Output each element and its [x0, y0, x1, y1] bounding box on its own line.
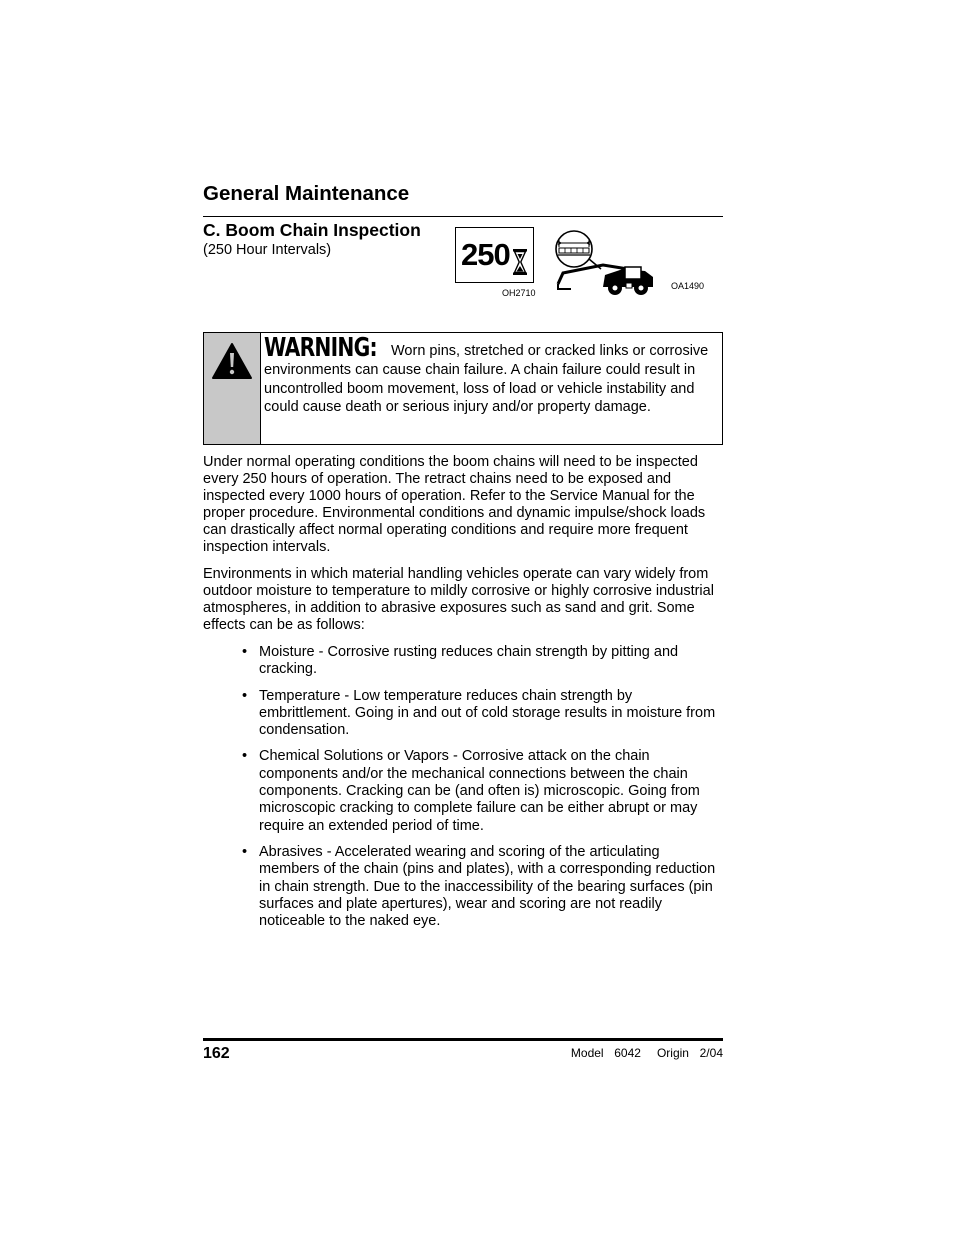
paragraph-inspection-intervals: Under normal operating conditions the boom chains will need to be inspected every 250 hours of operation. The retract chains need to be exposed and inspected every 1000 hours of operation. Refer to the Service Manual for the proper procedure. Environmental conditions and dynamic impulse/shock loads can drastically affect normal operating conditions and require more frequent inspection intervals.: [203, 454, 706, 555]
bullet-icon: •: [242, 748, 248, 765]
list-item: [203, 748, 723, 834]
hour-interval-value: 250: [461, 237, 510, 272]
warning-text-block: [264, 335, 716, 417]
footer-rule: [203, 1038, 723, 1041]
list-item: [203, 688, 723, 740]
bullet-icon: •: [242, 843, 248, 860]
list-item: [203, 844, 723, 930]
telehandler-chain-icon: [553, 229, 659, 299]
list-item-text: Moisture - Corrosive rusting reduces chain strength by pitting and cracking.: [259, 644, 679, 678]
model-info: Model 6042 Origin 2/04: [570, 1046, 723, 1060]
list-item-text: Chemical Solutions or Vapors - Corrosive attack on the chain components and/or the mechanical connections between the chain components. Cracking can be (and often is) microscopic. Going from microscopic cracking to complete failure can be either abrupt or may require an extended period of time.: [259, 748, 700, 834]
bullet-icon: •: [242, 644, 248, 660]
figure-code-hour: OH2710: [502, 288, 536, 298]
sub-title: C. Boom Chain Inspection: [203, 220, 421, 240]
warning-triangle-icon: [211, 342, 253, 380]
list-item-text: Abrasives - Accelerated wearing and scoring of the articulating members of the chain (pins and plates), with a corresponding reduction in chain strength. Due to the inaccessibility of the bearing surfaces (pin surfaces and plate apertures), wear and scoring are not readily noticeable to the naked eye.: [259, 843, 716, 930]
hour-interval-symbol: [455, 227, 534, 283]
hourglass-icon: [512, 249, 528, 275]
warning-sidebar: [204, 333, 261, 444]
page-number: 162: [203, 1045, 230, 1062]
figure-code-machine: OA1490: [671, 281, 705, 291]
list-item-text: Temperature - Low temperature reduces chain strength by embrittlement. Going in and out of cold storage results in moisture from condensation.: [259, 687, 716, 739]
bullet-icon: •: [242, 687, 248, 704]
section-title: General Maintenance: [203, 182, 410, 205]
header-rule: [203, 216, 723, 217]
warning-heading: WARNING:: [264, 333, 377, 363]
interval-note: (250 Hour Intervals): [203, 242, 332, 258]
effects-list: [203, 644, 723, 939]
warning-body: Worn pins, stretched or cracked links or corrosive environments can cause chain failure. A chain failure could result in uncontrolled boom movement, loss of load or vehicle instability and could cause death or serious injury and/or property damage.: [264, 343, 709, 416]
list-item: [203, 644, 723, 679]
warning-box: [203, 332, 723, 445]
paragraph-environments: Environments in which material handling vehicles operate can vary widely from outdoor moisture to temperature to mildly corrosive or highly corrosive industrial atmospheres, in addition to abrasive exposures such as sand and grit. Some effects can be as follows:: [203, 566, 714, 633]
